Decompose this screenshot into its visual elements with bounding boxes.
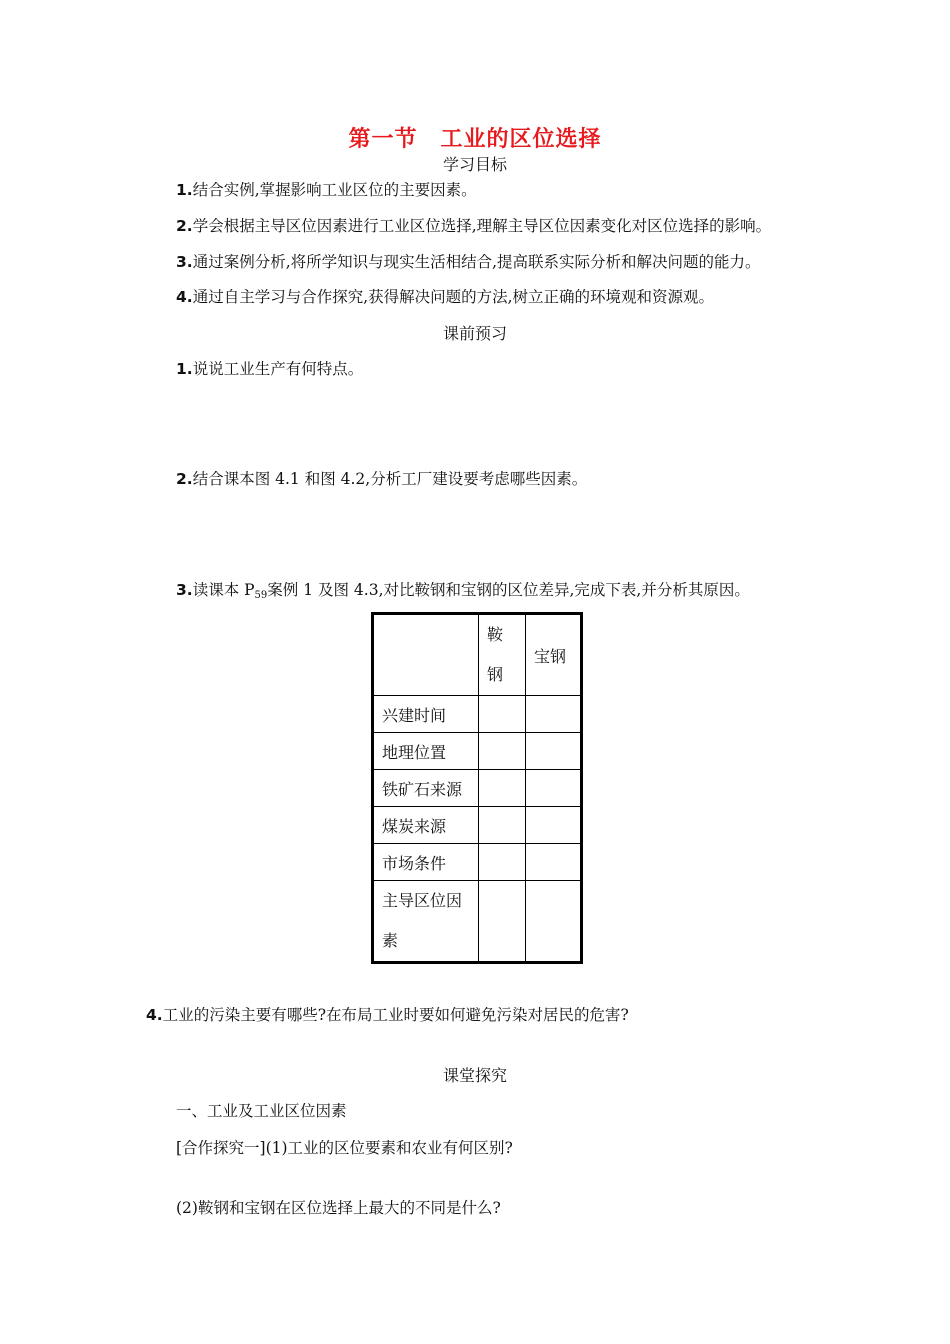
part-heading: 一、工业及工业区位因素 [176, 1102, 347, 1120]
goal-item [176, 178, 477, 200]
row-label: 市场条件 [373, 844, 479, 881]
row-label: 兴建时间 [373, 696, 479, 733]
page-subscript: 59 [254, 590, 268, 601]
page-title: 第一节 工业的区位选择 [348, 127, 602, 152]
goal-item [176, 214, 771, 236]
row-label-line: 主导区位因 [382, 891, 463, 910]
section-heading-preview: 课前预习 [442, 324, 507, 343]
table-cell[interactable] [479, 696, 526, 733]
table-cell[interactable] [526, 807, 582, 844]
header-line: 鞍 [487, 625, 504, 644]
table-row [373, 844, 582, 881]
goal-number: 3. [176, 253, 193, 271]
table-row [373, 881, 582, 963]
table-cell[interactable] [479, 844, 526, 881]
section-heading-class: 课堂探究 [442, 1066, 507, 1085]
table-row [373, 696, 582, 733]
table-cell[interactable] [479, 807, 526, 844]
question-text: 案例 1 及图 4.3,对比鞍钢和宝钢的区位差异,完成下表,并分析其原因。 [267, 581, 750, 599]
table-cell[interactable] [526, 733, 582, 770]
row-label-line: 素 [382, 931, 399, 950]
preview-question [176, 357, 363, 379]
table-header-baosteel: 宝钢 [526, 614, 582, 696]
goal-text: 结合实例,掌握影响工业区位的主要因素。 [192, 181, 477, 199]
goal-number: 2. [176, 217, 193, 235]
row-label: 煤炭来源 [373, 807, 479, 844]
table-cell[interactable] [526, 770, 582, 807]
preview-question [176, 467, 587, 489]
goal-text: 通过案例分析,将所学知识与现实生活相结合,提高联系实际分析和解决问题的能力。 [192, 253, 761, 271]
question-text: 说说工业生产有何特点。 [192, 360, 364, 378]
table-header-ansteel [479, 614, 526, 696]
explore-question: [合作探究一](1)工业的区位要素和农业有何区别? [176, 1139, 513, 1157]
table-cell[interactable] [479, 733, 526, 770]
question-number: 2. [176, 470, 193, 488]
goal-item [176, 250, 761, 272]
table-row [373, 807, 582, 844]
header-line: 钢 [487, 665, 504, 684]
preview-question [176, 578, 750, 600]
table-row [373, 733, 582, 770]
section-heading-goals: 学习目标 [442, 155, 507, 174]
preview-question [146, 1003, 629, 1025]
table-row [373, 770, 582, 807]
row-label [373, 881, 479, 963]
question-number: 3. [176, 581, 193, 599]
question-number: 4. [146, 1006, 163, 1024]
goal-text: 通过自主学习与合作探究,获得解决问题的方法,树立正确的环境观和资源观。 [192, 288, 715, 306]
goal-item [176, 285, 714, 307]
comparison-table [371, 612, 583, 964]
table-header-cell [373, 614, 479, 696]
explore-question: (2)鞍钢和宝钢在区位选择上最大的不同是什么? [176, 1199, 501, 1217]
row-label: 铁矿石来源 [373, 770, 479, 807]
row-label: 地理位置 [373, 733, 479, 770]
table-cell[interactable] [526, 881, 582, 963]
goal-number: 4. [176, 288, 193, 306]
question-text: 工业的污染主要有哪些?在布局工业时要如何避免污染对居民的危害? [162, 1006, 629, 1024]
table-cell[interactable] [479, 770, 526, 807]
question-text: 结合课本图 4.1 和图 4.2,分析工厂建设要考虑哪些因素。 [192, 470, 588, 488]
question-text: 读课本 P [192, 581, 255, 599]
table-cell[interactable] [526, 844, 582, 881]
goal-text: 学会根据主导区位因素进行工业区位选择,理解主导区位因素变化对区位选择的影响。 [192, 217, 772, 235]
question-number: 1. [176, 360, 193, 378]
table-cell[interactable] [526, 696, 582, 733]
table-cell[interactable] [479, 881, 526, 963]
table-header-row [373, 614, 582, 696]
goal-number: 1. [176, 181, 193, 199]
